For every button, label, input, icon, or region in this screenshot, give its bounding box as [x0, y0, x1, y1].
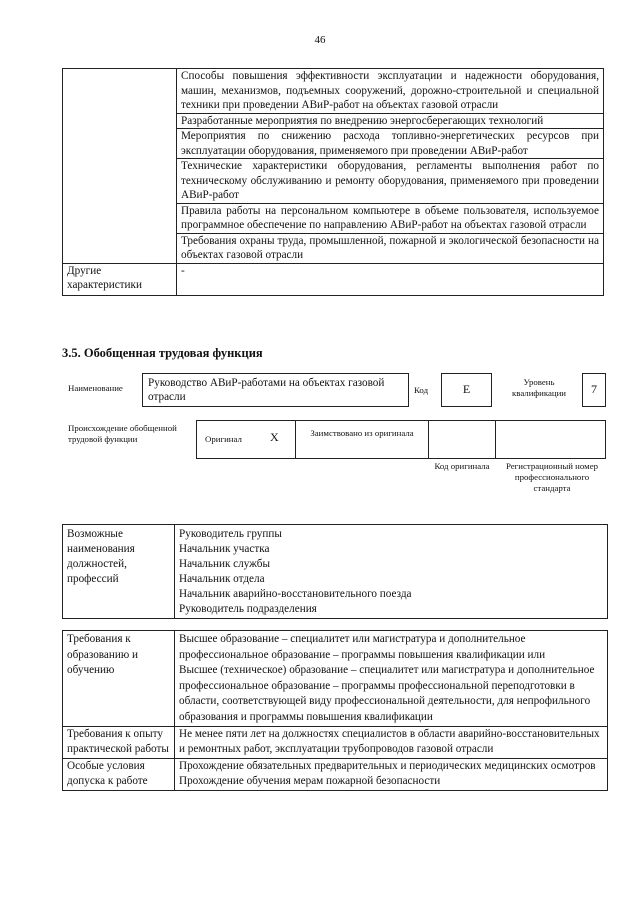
table-row — [63, 631, 608, 727]
table-cell-label: Требования к образованию и обучению — [63, 631, 175, 727]
job-title: Руководитель подразделения — [179, 603, 317, 615]
table-cell-label: Возможные наименования должностей, профессий — [63, 525, 175, 619]
origin-label: Происхождение обобщенной трудовой функции — [68, 423, 177, 444]
table-cell-value: Способы повышения эффективности эксплуатации и надежности оборудования, машин, механизмов, подъемных сооружений, дорожно-строительной и специальной техники при проведении АВиР-работ на объектах газовой отрасли — [177, 69, 604, 114]
table-cell-value: Требования охраны труда, промышленной, пожарной и экологической безопасности на объектах газовой отрасли — [177, 233, 604, 263]
table-cell-value: Правила работы на персональном компьютере в объеме пользователя, используемое программное обеспечение по направлению АВиР-работ на объектах газовой отрасли — [177, 203, 604, 233]
borrowed-label: Заимствовано из оригинала — [310, 428, 414, 438]
page-number: 46 — [314, 34, 326, 46]
name-value: Руководство АВиР-работами на объектах газовой отрасли — [148, 377, 385, 403]
table-cell-value: - — [177, 263, 604, 295]
table-cell-value — [175, 525, 608, 619]
origin-divider — [428, 420, 429, 459]
table-row — [63, 525, 608, 619]
table-row — [63, 69, 604, 114]
job-title: Начальник отдела — [179, 573, 265, 585]
reg-number-caption: Регистрационный номер профессионального стандарта — [505, 461, 598, 493]
requirements-table — [62, 630, 608, 791]
table-cell-value — [175, 758, 608, 790]
original-label: Оригинал — [205, 434, 242, 444]
requirement-text: Высшее образование – специалитет или магистратура и дополнительное профессиональное образование – программы повышения квалификации или — [179, 633, 546, 661]
knowledge-table — [62, 68, 604, 296]
table-cell-value: Мероприятия по снижению расхода топливно-энергетических ресурсов при эксплуатации оборудования, применяемого при проведении АВиР-работ — [177, 129, 604, 159]
table-cell-label: Требования к опыту практической работы — [63, 726, 175, 758]
code-value: E — [462, 382, 471, 396]
job-title: Руководитель группы — [179, 528, 282, 540]
job-title: Начальник службы — [179, 558, 270, 570]
requirement-text: Высшее (техническое) образование – специалитет или магистратура и дополнительное профессиональное образование – программы профессиональной переподготовки в области, соответствующей виду профессиональной деятельности, для непрофильного образования и программы повышения квалификации — [179, 664, 595, 723]
requirement-text: Не менее пяти лет на должностях специалистов в области аварийно-восстановительных и ремонтных работ, эксплуатации трубопроводов газовой отрасли — [179, 727, 600, 756]
original-mark: X — [270, 430, 279, 444]
code-label: Код — [414, 385, 429, 395]
job-titles-table — [62, 524, 608, 619]
origin-divider — [295, 420, 296, 459]
original-code-caption: Код оригинала — [434, 461, 490, 471]
name-label: Наименование — [68, 383, 123, 393]
table-cell-value: Разработанные мероприятия по внедрению энергосберегающих технологий — [177, 113, 604, 129]
origin-divider — [495, 420, 496, 459]
table-cell-value — [175, 726, 608, 758]
table-cell-value — [175, 631, 608, 727]
table-row — [63, 263, 604, 295]
table-cell-label: Особые условия допуска к работе — [63, 758, 175, 790]
table-cell-label: Другие характеристики — [63, 263, 177, 295]
job-title: Начальник участка — [179, 543, 270, 555]
table-row — [63, 726, 608, 758]
requirement-text: Прохождение обязательных предварительных и периодических медицинских осмотров — [179, 759, 596, 772]
job-title: Начальник аварийно-восстановительного поезда — [179, 588, 412, 600]
level-value: 7 — [591, 382, 597, 396]
level-label: Уровень квалификации — [512, 377, 566, 398]
table-cell-label — [63, 69, 177, 264]
section-title: 3.5. Обобщенная трудовая функция — [62, 346, 263, 360]
origin-grid — [196, 420, 606, 459]
requirement-text: Прохождение обучения мерам пожарной безопасности — [179, 775, 441, 788]
table-row — [63, 758, 608, 790]
table-cell-value: Технические характеристики оборудования, регламенты выполнения работ по техническому обслуживанию и ремонту оборудования, применяемого при проведении АВиР-работ — [177, 159, 604, 204]
